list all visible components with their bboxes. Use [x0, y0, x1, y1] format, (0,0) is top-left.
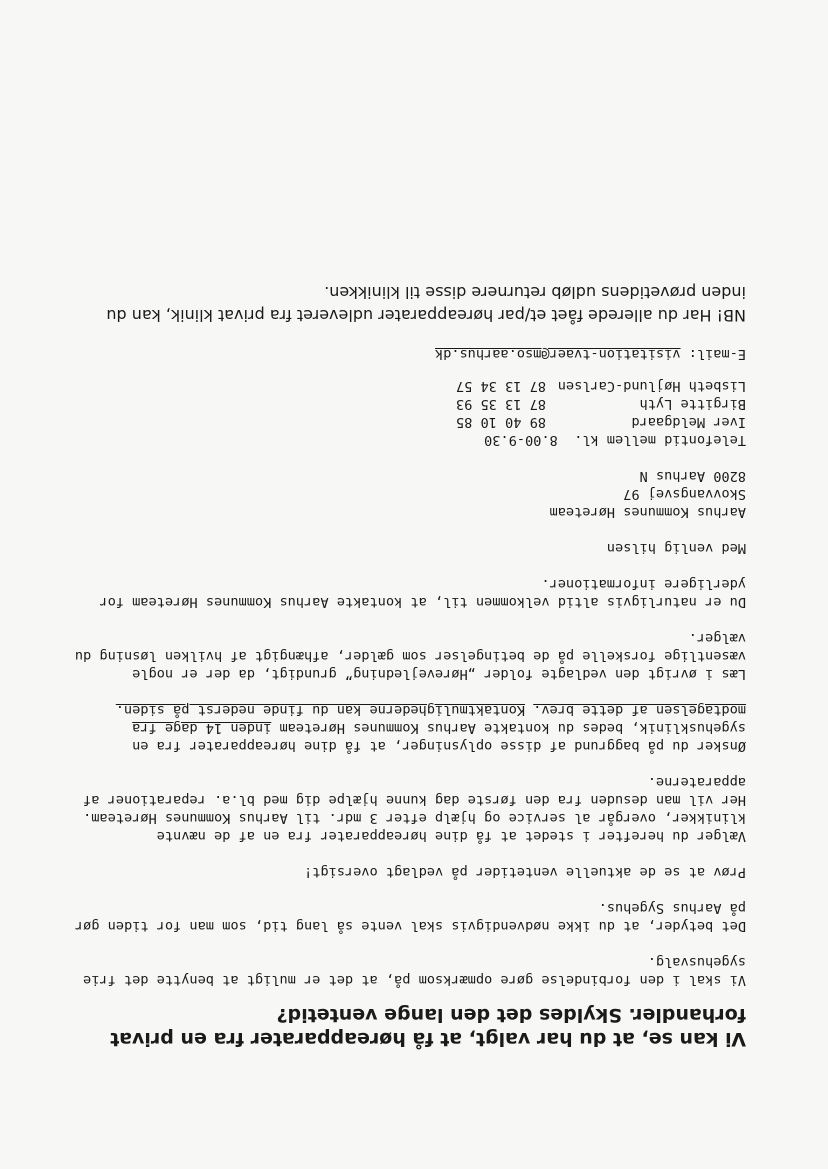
- deadline-text: inden 14 dage fra modtagelsen af dette brev.: [132, 702, 746, 736]
- paragraph-oversigt: Prøv at se de aktuelle ventetider på vedlagt oversigt!: [304, 864, 746, 880]
- contact-row: [74, 413, 746, 431]
- email-label: E-mail:: [680, 346, 746, 362]
- contact-name: Birgitte Lyth: [639, 396, 746, 412]
- address-block: [74, 345, 746, 521]
- contact-name: Lisbeth Højlund-Carlsen: [557, 378, 746, 394]
- paragraph-service: Vælger du herefter i stedet at få dine høreapparater fra en af de nævnte klinikker, overgår al service og hjælp efter 3 mdr. til Aarhus Kommunes Høreteam. Her vil man desuden fra den første dag kunne hjælpe dig med bl.a. reparationer af apparaterne.: [83, 774, 746, 844]
- contact-row: [74, 377, 746, 395]
- city: 8200 Aarhus N: [639, 468, 746, 484]
- street: Skovvangsvej 97: [623, 486, 746, 502]
- letter-body: [74, 281, 746, 1051]
- nb-note: NB! Har du allerede fået et/par høreapparater udleveret fra privat klinik, kan du inden prøvetidens udløb returnere disse til klinikken.: [106, 283, 746, 325]
- contact-phone: 87 13 35 93: [455, 396, 546, 412]
- paragraph-folder: Læs i øvrigt den vedlagte folder „Hørevejledning” grundigt, da der er nogle væsentlige forskelle på de betingelser som gælder, afhængigt af hvilken løsning du vælger.: [74, 630, 746, 682]
- contact-info-text: Kontaktmulighederne kan du finde nederst på siden.: [115, 702, 526, 718]
- phone-hours: Telefontid mellem kl. 8.00-9.30: [484, 432, 746, 448]
- email-line: [74, 345, 746, 363]
- paragraph-ventetid: Det betyder, at du ikke nødvendigvis skal vente så lang tid, som man for tiden gør på Aarhus Sygehus.: [74, 900, 746, 934]
- contact-phone: 87 13 34 57: [455, 378, 546, 394]
- org-name: Aarhus Kommunes Høreteam: [549, 504, 746, 520]
- paragraph-kontakt-text: Ønsker du på baggrund af disse oplysninger, at få dine høreapparater fra en sygehusklinik, bedes du kontakte Aarhus Kommunes Høreteam: [132, 720, 746, 754]
- paragraph-kontakt: [74, 701, 746, 755]
- paragraph-sygehusvalg: Vi skal i den forbindelse gøre opmærksom på, at det er muligt at benytte det frie sygehusvalg.: [83, 954, 746, 988]
- contact-name: Iver Meldgaard: [631, 414, 746, 430]
- letter-title: Vi kan se, at du har valgt, at få høreapparater fra en privat forhandler. Skyldes det den lange ventetid?: [110, 1004, 746, 1050]
- paragraph-velkommen: Du er naturligvis altid velkommen til, at kontakte Aarhus Kommunes Høreteam for yderligere informationer.: [99, 576, 746, 610]
- contact-phone: 89 40 10 85: [455, 414, 546, 430]
- greeting: Med venlig hilsen: [606, 540, 746, 556]
- email-address: visitation-tvaer@mso.aarhus.dk: [434, 346, 681, 362]
- contact-row: [74, 395, 746, 413]
